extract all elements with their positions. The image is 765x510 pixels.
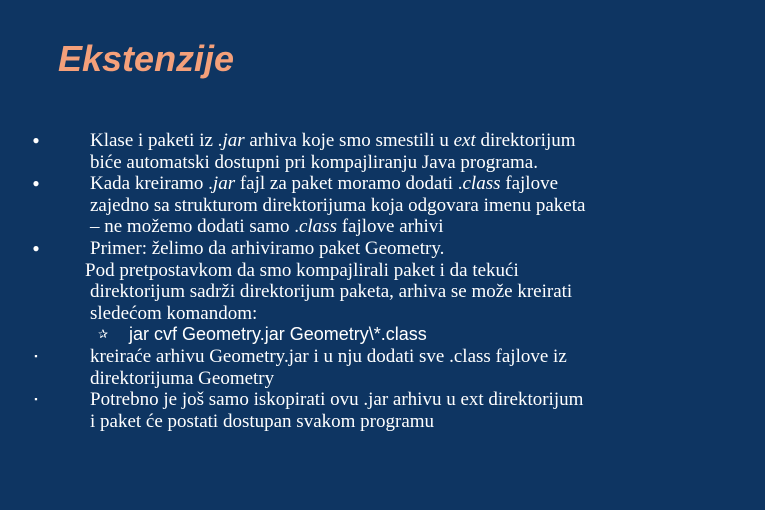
command-text: jar cvf Geometry.jar Geometry\*.class <box>129 324 427 345</box>
line-text: Pod pretpostavkom da smo kompajlirali paket i da tekući <box>85 259 519 281</box>
slide-content <box>30 130 750 432</box>
line-text: Kada kreiramo .jar fajl za paket moramo dodati .class fajlove <box>90 173 559 195</box>
line-text: biće automatski dostupni pri kompajliranju Java programa. <box>90 151 538 173</box>
line-text: Klase i paketi iz .jar arhiva koje smo smestili u ext direktorijum <box>90 130 576 151</box>
text-line <box>30 195 750 217</box>
line-text: sledećom komandom: <box>90 302 258 324</box>
line-text: – ne možemo dodati samo .class fajlove arhivi <box>90 216 444 238</box>
text-line <box>30 389 750 411</box>
text-line <box>30 173 750 195</box>
text-line <box>30 152 750 174</box>
text-line <box>30 216 750 238</box>
line-text: zajedno sa strukturom direktorijuma koja odgovara imenu paketa <box>90 194 586 216</box>
line-text: direktorijuma Geometry <box>90 367 275 389</box>
line-text: Potrebno je još samo iskopirati ovu .jar arhivu u ext direktorijum <box>90 389 584 411</box>
text-line <box>30 346 750 368</box>
bullet-icon: ▪ <box>34 394 38 405</box>
text-line <box>30 368 750 390</box>
bullet-icon: ▪ <box>34 350 38 361</box>
text-line <box>30 303 750 325</box>
slide-title: Ekstenzije <box>58 38 235 79</box>
text-line <box>30 324 750 346</box>
text-line <box>30 260 750 282</box>
text-line <box>30 238 750 260</box>
line-text: direktorijum sadrži direktorijum paketa, arhiva se može kreirati <box>90 281 573 303</box>
line-text: kreiraće arhivu Geometry.jar i u nju dodati sve .class fajlove iz <box>90 345 567 367</box>
text-line <box>30 130 750 152</box>
text-line <box>30 281 750 303</box>
line-text: i paket će postati dostupan svakom programu <box>90 410 435 432</box>
bullet-icon: ● <box>32 133 40 147</box>
line-text: Primer: želimo da arhiviramo paket Geometry. <box>90 237 445 259</box>
bullet-icon: ● <box>32 176 40 191</box>
star-bullet-icon: ✰ <box>97 327 109 342</box>
bullet-icon: ● <box>32 240 40 255</box>
text-line <box>30 411 750 433</box>
